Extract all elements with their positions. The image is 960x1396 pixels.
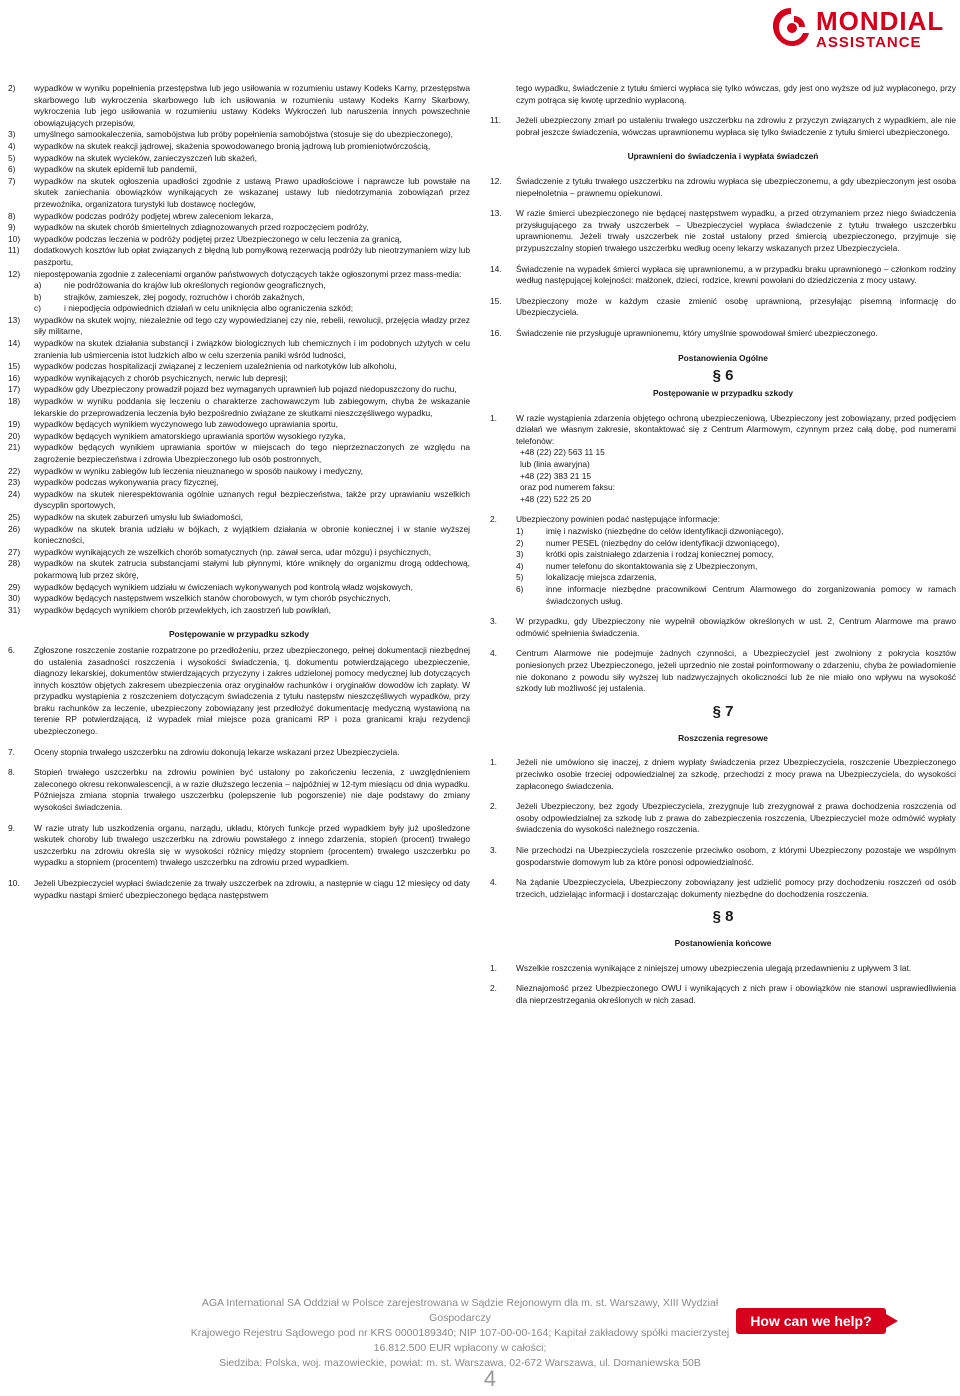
paragraph-8-heading: § 8 xyxy=(712,908,734,926)
item-text: Jeżeli nie umówiono się inaczej, z dniem wypłaty świadczenia przez Ubezpieczyciela, roszczenie Ubezpieczonego przeciwko osobie trzeciej odpowiedzialnej za szkodę, przechodzi z mocy prawa na Ubezpieczyciela, do wysokości zapłaconego świadczenia. xyxy=(516,757,956,791)
item-number: 4. xyxy=(490,648,497,659)
item-text: wypadków w wyniku poddania się leczeniu o charakterze zachowawczym lub zabiegowym, chyba że wskazanie lekarskie do przeprowadzenia leczenia było bezpośrednio związane ze skutkami nieszczęśliwego wypadku, xyxy=(34,396,470,418)
list-item xyxy=(8,83,470,129)
item-text: Świadczenie nie przysługuje uprawnionemu, który umyślnie spowodował śmierć ubezpieczonego. xyxy=(516,327,878,338)
section-title-procedure: Postępowanie w przypadku szkody xyxy=(652,388,794,399)
item-text: i niepodjęcia odpowiednich działań w celu uniknięcia albo ograniczenia szkód; xyxy=(64,303,354,314)
item-text: Ubezpieczony powinien podać następujące informacje: xyxy=(516,514,720,525)
item-text: wypadków wynikających ze wszelkich chorób somatycznych (np. zawał serca, udar mózgu) i psychicznych, xyxy=(34,546,432,557)
item-number: 13) xyxy=(8,314,21,325)
list-item xyxy=(490,648,956,694)
item-text: wypadków będących wynikiem amatorskiego uprawiania sportów wysokiego ryzyka, xyxy=(34,430,346,441)
item-number: 20) xyxy=(8,430,21,441)
item-number: 23) xyxy=(8,477,21,488)
list-item xyxy=(8,176,470,211)
list-item xyxy=(490,757,956,792)
list-item xyxy=(8,373,470,385)
item-text: numer PESEL (niezbędny do celów identyfikacji dzwoniącego), xyxy=(546,537,780,548)
list-item xyxy=(490,115,956,138)
list-item xyxy=(516,584,956,607)
item-text: wypadków podczas podróży podjętej wbrew zaleceniom lekarza, xyxy=(34,210,274,221)
list-item xyxy=(8,645,470,738)
item-text: wypadków podczas leczenia w podróży podjętej przez Ubezpieczonego w celu leczenia za granicą, xyxy=(34,233,402,244)
list-item xyxy=(8,315,470,338)
item-number: 15) xyxy=(8,361,21,372)
item-number: 7) xyxy=(8,175,16,186)
item-number: 12) xyxy=(8,268,21,279)
section-title-general: Postanowienia Ogólne xyxy=(678,352,768,363)
brand-sub: ASSISTANCE xyxy=(816,34,922,51)
item-number: 26) xyxy=(8,523,21,534)
list-item xyxy=(8,361,470,373)
list-item xyxy=(8,558,470,581)
item-number: 2) xyxy=(8,83,16,93)
list-item xyxy=(8,593,470,605)
list-item xyxy=(490,413,956,448)
item-number: 15. xyxy=(490,295,502,306)
list-item xyxy=(8,605,470,617)
list-item xyxy=(516,572,956,584)
item-text: dodatkowych kosztów lub opłat związanych z błędną lub pomyłkową rezerwacją podróży lub nieotrzymaniem wizy lub paszportu, xyxy=(34,245,470,267)
list-item xyxy=(8,396,470,419)
item-text: wypadków na skutek brania udziału w bójkach, z wyjątkiem działania w obronie koniecznej i w stanie wyższej konieczności, xyxy=(34,523,470,546)
page-number: 4 xyxy=(483,1366,497,1391)
list-item xyxy=(516,526,956,538)
item-text: nie podróżowania do krajów lub określonych regionów geograficznych, xyxy=(64,280,326,291)
item-text: wypadków podczas wykonywania pracy fizycznej, xyxy=(34,477,219,488)
item-number: b) xyxy=(34,291,42,302)
item-text: krótki opis zaistniałego zdarzenia i rodzaj koniecznej pomocy, xyxy=(546,549,774,560)
list-item xyxy=(8,477,470,489)
item-number: 28) xyxy=(8,558,21,569)
contact-line: oraz pod numerem faksu: xyxy=(520,482,615,493)
item-number: 13. xyxy=(490,208,502,219)
item-text: Ubezpieczony może w każdym czasie zmienić osobę uprawnioną, przesyłając pisemną informację do Ubezpieczyciela. xyxy=(516,295,956,318)
item-text: wypadków w wyniku popełnienia przestępstwa lub jego usiłowania w rozumieniu ustawy Kodeks Karny, przestępstwa skarbowego lub wykroczenia skarbowego lub ich usiłowania w rozumieniu ustawy Kodeks Karny Skarbowy, wykroczenia lub jego usiłowania w rozumieniu ustawy Kodeks Wykroczeń lub naruszenia innych powszechnie obowiązujących przepisów, xyxy=(34,83,470,128)
brand-name: MONDIAL xyxy=(816,6,945,36)
item-text: wypadków na skutek wojny, niezależnie od tego czy wypowiedzianej czy nie, rebelii, rewolucji, przejęcia władzy przez siły militarne, xyxy=(34,314,470,337)
item-text: lokalizację miejsca zdarzenia, xyxy=(546,572,657,583)
list-item xyxy=(8,338,470,361)
item-number: 3. xyxy=(490,616,497,627)
item-number: 2) xyxy=(516,537,524,548)
item-text: wypadków gdy Ubezpieczony prowadził pojazd bez wymaganych uprawnień lub pojazd niedopuszczony do ruchu, xyxy=(34,384,457,395)
list-item xyxy=(490,514,956,526)
list-item xyxy=(8,442,470,465)
item-number: 1. xyxy=(490,412,497,423)
list-item xyxy=(8,222,470,234)
list-item xyxy=(490,963,956,975)
item-text: Stopień trwałego uszczerbku na zdrowiu powinien być ustalony po zakończeniu leczenia, z uwzględnieniem zaleconego okresu rekonwalescencji, a w razie dłuższego leczenia – najpóźniej w 12-tym miesiącu od dnia wypadku. Późniejsza zmiana stopnia trwałego uszczerbku (polepszenie lub pogorszenie) nie daje podstawy do zmiany wysokości świadczenia. xyxy=(34,767,470,813)
list-item xyxy=(490,845,956,868)
item-number: 27) xyxy=(8,546,21,557)
item-number: 25) xyxy=(8,511,21,522)
contact-line: +48 (22) 383 21 15 xyxy=(520,470,592,481)
item-number: 2. xyxy=(490,801,497,812)
item-number: 12. xyxy=(490,175,502,186)
footer-line-1: AGA International SA Oddział w Polsce zarejestrowana w Sądzie Rejonowym dla m. st. Warszawy, XIII Wydział Gospodarczy xyxy=(201,1297,719,1324)
item-number: 9. xyxy=(8,822,15,833)
item-number: 8) xyxy=(8,210,16,221)
item-text: Jeżeli Ubezpieczony, bez zgody Ubezpieczyciela, zrezygnuje lub zrezygnował z prawa dochodzenia roszczenia od osoby odpowiedzialnej za szkodę lub z prawa do zabezpieczenia roszczenia, Ubezpieczyciel może odmówić wypłaty świadczenia do wysokości należnego roszczenia. xyxy=(516,801,956,835)
item-text: Centrum Alarmowe nie podejmuje żadnych czynności, a Ubezpieczyciel jest zwolniony z pokrycia kosztów poniesionych przez Ubezpieczonego, jeżeli uprzednio nie został poinformowany o zdarzeniu, chyba że powiadomienie nie dokonano z powodu siły wyższej lub nadzwyczajnych okoliczności lub że nie miało ono wpływu na wysokość szkody lub możliwość jej ustalenia. xyxy=(516,648,956,694)
item-text: wypadków będących wynikiem wyczynowego lub zawodowego uprawiania sportu, xyxy=(34,419,338,430)
item-text: Zgłoszone roszczenie zostanie rozpatrzone po przedłożeniu, przez ubezpieczonego, pełnej dokumentacji niezbędnej do ustalenia zasadności roszczenia i wysokości świadczenia, tj. dokumentu potwierdzającego ubezpieczenie, diagnozy lekarskiej, dokumentów stwierdzających przyczyny i zakres udzielonej pomocy medycznej lub dotyczących innych kosztów objętych zakresem ubezpieczenia oraz oryginałów rachunków i oryginałów dowodów ich zapłaty. W przypadku wystąpienia z roszczeniem dotyczącym świadczenia z tytułu następstw nieszczęśliwych wypadków, przy braku rachunków za leczenie, ubezpieczony zobowiązany jest przedłożyć dokumentację medyczną wystawioną na terenie RP potwierdzającą, iż wypadek miał miejsce poza granicami RP i poza granicami kraju rezydencji ubezpieczonego. xyxy=(34,644,470,737)
item-text: wypadków będących następstwem wszelkich stanów chorobowych, w tym chorób psychicznych, xyxy=(34,593,391,604)
item-number: 10. xyxy=(8,878,20,888)
item-text: wypadków będących wynikiem uprawiania sportów w miejscach do tego nieprzeznaczonych ze względu na zagrożenie bezpieczeństwa i zdrowia Ubezpieczonego lub osób postronnych, xyxy=(34,442,470,464)
item-text: wypadków na skutek nierespektowania ogólnie uznanych reguł bezpieczeństwa, także przy uprawianiu wszelkich dyscyplin sportowych, xyxy=(34,488,470,511)
item-number: 2. xyxy=(490,514,497,525)
item-number: 11) xyxy=(8,245,20,256)
item-text: wypadków na skutek ogłoszenia upadłości zgodnie z ustawą Prawo upadłościowe i naprawcze lub powstałe na skutek zaniechania obowiązków wynikających ze wskazanej ustawy lub niedotrzymania zobowiązań przez przewoźnika, organizatora turystyki lub dostawcę noclegów, xyxy=(34,175,470,209)
exclusions-list-cont xyxy=(8,315,470,616)
contact-line: +48 (22) 522 25 20 xyxy=(520,493,592,504)
paragraph-7-heading: § 7 xyxy=(712,702,734,720)
item-number: 7. xyxy=(8,746,15,757)
item-number: 5) xyxy=(8,152,16,163)
item-number: 19) xyxy=(8,419,21,430)
item-number: 1. xyxy=(490,757,497,768)
item-number: 14. xyxy=(490,263,502,274)
footer xyxy=(180,1296,740,1371)
item-number: 4) xyxy=(8,140,16,151)
item-number: 3. xyxy=(490,844,497,855)
list-item xyxy=(516,538,956,550)
list-item xyxy=(490,616,956,639)
item-number: 10) xyxy=(8,233,21,244)
item-text: Nie przechodzi na Ubezpieczyciela roszczenie przeciwko osobom, z którymi Ubezpieczony pozostaje we wspólnym gospodarstwie domowym lub za które ponosi odpowiedzialność. xyxy=(516,844,956,867)
list-item xyxy=(34,292,470,304)
item-number: 3) xyxy=(8,129,16,140)
item-number: 16) xyxy=(8,372,21,383)
item-text: Oceny stopnia trwałego uszczerbku na zdrowiu dokonują lekarze wskazani przez Ubezpieczyciela. xyxy=(34,746,400,757)
contact-numbers xyxy=(520,447,956,505)
paragraph-6-heading: § 6 xyxy=(712,367,734,385)
item-text: wypadków na skutek wycieków, zanieczyszczeń lub skażeń, xyxy=(34,152,257,163)
section-title-final: Postanowienia końcowe xyxy=(674,938,772,949)
list-item xyxy=(8,767,470,813)
item-number: 4) xyxy=(516,560,524,571)
list-item xyxy=(8,489,470,512)
list-item xyxy=(8,878,470,901)
item-number: 3) xyxy=(516,549,524,560)
item-number: 1. xyxy=(490,962,497,973)
item-number: 1) xyxy=(516,526,524,537)
item-text: wypadków w wyniku zabiegów lub leczenia nieuznanego w sposób naukowy i medyczny, xyxy=(34,465,363,476)
regress-list xyxy=(490,757,956,900)
list-item xyxy=(8,269,470,281)
list-item xyxy=(8,512,470,524)
item-text: inne informacje niezbędne pracownikowi Centrum Alarmowego do zorganizowania pomocy w ramach świadczonych usług. xyxy=(546,584,956,606)
item-text: Jeżeli Ubezpieczyciel wypłaci świadczenie za trwały uszczerbek na zdrowiu, a następnie w ciągu 12 miesięcy od daty wypadku nastąpi śmierć ubezpieczonego będąca następstwem xyxy=(34,878,470,900)
exclusions-sublist xyxy=(8,280,470,315)
item-text: W razie wystąpienia zdarzenia objętego ochroną ubezpieczeniową, Ubezpieczony jest zobowiązany, przed podjęciem działań we własnym zakresie, skontaktować się z Centrum Alarmowym, czynnym przez całą dobę, pod numerami telefonów: xyxy=(516,412,956,446)
item-number: a) xyxy=(34,280,42,291)
list-item xyxy=(34,280,470,292)
item-number: 6) xyxy=(8,164,16,175)
final-provisions-list xyxy=(490,963,956,1007)
item-number: 11. xyxy=(490,115,502,126)
list-item xyxy=(8,245,470,268)
beneficiaries-list xyxy=(490,176,956,340)
section-title-beneficiaries: Uprawnieni do świadczenia i wypłata świadczeń xyxy=(627,151,819,162)
item-text: wypadków na skutek epidemii lub pandemii, xyxy=(34,164,197,175)
list-item xyxy=(490,328,956,340)
item-text: wypadków na skutek zatrucia substancjami stałymi lub płynnymi, które wniknęły do organizmu drogą oddechową, pokarmową lub przez skórę, xyxy=(34,558,470,580)
item-number: 30) xyxy=(8,593,21,604)
mondial-logo xyxy=(770,4,956,54)
item-number: 6) xyxy=(516,584,524,594)
item-text: wypadków na skutek chorób śmiertelnych zdiagnozowanych przed rozpoczęciem podróży, xyxy=(34,222,369,233)
list-item xyxy=(8,384,470,396)
item-number: 6. xyxy=(8,644,15,655)
list-item xyxy=(490,208,956,254)
item-text: Na żądanie Ubezpieczyciela, Ubezpieczony zobowiązany jest udzielić pomocy przy dochodzeniu roszczeń od osób trzecich, udzielając informacji i dostarczając dokumenty niezbędne do dochodzenia roszczenia. xyxy=(516,877,956,899)
exclusions-list xyxy=(8,83,470,280)
item-number: 14) xyxy=(8,338,21,349)
list-item xyxy=(8,211,470,223)
right-column xyxy=(490,83,956,1007)
item-number: 29) xyxy=(8,581,21,592)
list-item xyxy=(8,164,470,176)
list-item xyxy=(490,176,956,199)
item-number: 18) xyxy=(8,396,21,407)
section-title-claims: Postępowanie w przypadku szkody xyxy=(168,629,310,640)
left-column xyxy=(8,83,470,901)
contact-line: lub (linia awaryjna) xyxy=(520,459,590,470)
item-text: Wszelkie roszczenia wynikające z niniejszej umowy ubezpieczenia ulegają przedawnieniu z upływem 3 lat. xyxy=(516,962,912,973)
item-text: imię i nazwisko (niezbędne do celów identyfikacji dzwoniącego), xyxy=(546,526,784,537)
item-text: W razie śmierci ubezpieczonego nie będącej następstwem wypadku, a przed otrzymaniem przez niego świadczenia przysługującego za trwały uszczerbek – Ubezpieczyciel wypłaca świadczenie z tytułu trwałego uszczerbku uprawnionemu. Jeżeli trwały uszczerbek nie został ustalony przed śmiercią ubezpieczonego, przyjmuje się przypuszczalny stopień trwałego uszczerbku według oceny lekarzy wskazanych przez Ubezpieczyciela. xyxy=(516,208,956,253)
item-number: 9) xyxy=(8,222,16,233)
list-item xyxy=(490,801,956,836)
item-text: umyślnego samookaleczenia, samobójstwa lub próby popełnienia samobójstwa (stosuje się do ubezpieczonego), xyxy=(34,129,453,140)
item-number: 16. xyxy=(490,327,502,338)
list-item xyxy=(8,547,470,559)
item-number: c) xyxy=(34,303,41,314)
list-item xyxy=(8,419,470,431)
list-item xyxy=(8,141,470,153)
list-item xyxy=(8,153,470,165)
item-number: 8. xyxy=(8,767,15,778)
item-text: Nieznajomość przez Ubezpieczonego OWU i wynikających z nich praw i obowiązków nie stanowi usprawiedliwienia dla nieprzestrzegania określonych w nich zasad. xyxy=(516,983,956,1006)
item-text: wypadków na skutek zaburzeń umysłu lub świadomości, xyxy=(34,511,244,522)
list-item xyxy=(8,524,470,547)
item-text: Jeżeli ubezpieczony zmarł po ustaleniu trwałego uszczerbku na zdrowiu z przyczyn związanych z wypadkiem, ale nie pobrał jeszcze świadczenia, wówczas uprawnionemu wypłaca się tylko świadczenie z tytułu śmierci ubezpieczonego. xyxy=(516,115,956,137)
list-item xyxy=(490,877,956,900)
item-text: W przypadku, gdy Ubezpieczony nie wypełnił obowiązków określonych w ust. 2, Centrum Alarmowe ma prawo odmówić spełnienia świadczenia. xyxy=(516,616,956,638)
item-text: Świadczenie z tytułu trwałego uszczerbku na zdrowiu wypłaca się ubezpieczonemu, a gdy ubezpieczonym jest osoba niepełnoletnia – prawnemu opiekunowi. xyxy=(516,175,956,198)
item-text: wypadków będących wynikiem chorób przewlekłych, ich zaostrzeń lub powikłań, xyxy=(34,604,331,615)
intro-text: tego wypadku, świadczenie z tytułu śmierci wypłaca się tylko wówczas, gdy jest ono wyższe od już wypłaconego, przy czym potrąca się kwotę uprzednio wypłaconą. xyxy=(516,83,956,105)
item-number: 24) xyxy=(8,488,21,499)
item-number: 22) xyxy=(8,465,21,476)
list-item xyxy=(516,549,956,561)
list-item xyxy=(8,747,470,759)
footer-line-3: Siedziba: Polska, woj. mazowieckie, powiat: m. st. Warszawa, 02-672 Warszawa, ul. Domaniewska 50B xyxy=(219,1357,701,1369)
item-text: wypadków na skutek działania substancji i związków biologicznych lub chemicznych i im podobnych użytych w celu zranienia lub uśmiercenia istot ludzkich albo w celu szerzenia paniki wśród ludności, xyxy=(34,338,470,360)
section-title-regress: Roszczenia regresowe xyxy=(678,732,768,743)
item-number: 2. xyxy=(490,983,497,994)
item-text: W razie utraty lub uszkodzenia organu, narządu, układu, których funkcje przed wypadkiem były już upośledzone wskutek choroby lub trwałego uszczerbku na zdrowiu powstałego z innego zdarzenia, stopień (procent) trwałego uszczerbku na zdrowiu określa się w wysokości różnicy między stopniem (procentem) trwałego uszczerbku po wypadku a stopniem (procentem) trwałego uszczerbku na zdrowiu przed wypadkiem. xyxy=(34,822,470,868)
claims-list xyxy=(8,645,470,901)
item-number: 17) xyxy=(8,384,21,395)
list-item xyxy=(8,129,470,141)
item-text: Świadczenie na wypadek śmierci wypłaca się uprawnionemu, a w przypadku braku uprawnionego – członkom rodziny według następującej kolejności: małżonek, dzieci, rodzice, krewni powołani do dziedziczenia z mocy ustawy. xyxy=(516,263,956,286)
list-item xyxy=(8,431,470,443)
list-item xyxy=(8,466,470,478)
item-text: niepostępowania zgodnie z zaleceniami organów państwowych dotyczących także ogłoszonymi przez mass-media: xyxy=(34,268,462,279)
list-item xyxy=(490,296,956,319)
item-number: 5) xyxy=(516,572,524,583)
list-item xyxy=(34,303,470,315)
contact-line: +48 (22) 22) 563 11 15 xyxy=(520,447,605,458)
list-item xyxy=(8,582,470,594)
item-text: wypadków będących wynikiem udziału w ćwiczeniach wykonywanych pod kontrolą władz wojskowych, xyxy=(34,581,413,592)
item-number: 21) xyxy=(8,442,21,453)
item-text: wypadków na skutek reakcji jądrowej, skażenia spowodowanego bronią jądrową lub promieniotwórczością, xyxy=(34,140,431,151)
list-item xyxy=(8,823,470,869)
footer-line-2: Krajowego Rejestru Sądowego pod nr KRS 0000189340; NIP 107-00-00-164; Kapitał zakładowy spółki macierzystej 16.812.500 EUR wpłacony w całości; xyxy=(190,1327,730,1354)
item-text: numer telefonu do skontaktowania się z Ubezpieczonym, xyxy=(546,560,758,571)
item-number: 4. xyxy=(490,877,497,888)
item-text: strajków, zamieszek, złej pogody, rozruchów i chorób zakaźnych, xyxy=(64,291,305,302)
list-item xyxy=(490,983,956,1006)
item-text: wypadków podczas hospitalizacji związanej z leczeniem uzależnienia od narkotyków lub alkoholu, xyxy=(34,361,397,372)
help-button[interactable]: How can we help? xyxy=(736,1308,886,1334)
swirl-logo-icon xyxy=(770,4,812,50)
list-item xyxy=(8,234,470,246)
list-item xyxy=(490,264,956,287)
list-item xyxy=(516,561,956,573)
item-number: 31) xyxy=(8,604,21,615)
item-text: wypadków wynikających z chorób psychicznych, nerwic lub depresji; xyxy=(34,372,288,383)
